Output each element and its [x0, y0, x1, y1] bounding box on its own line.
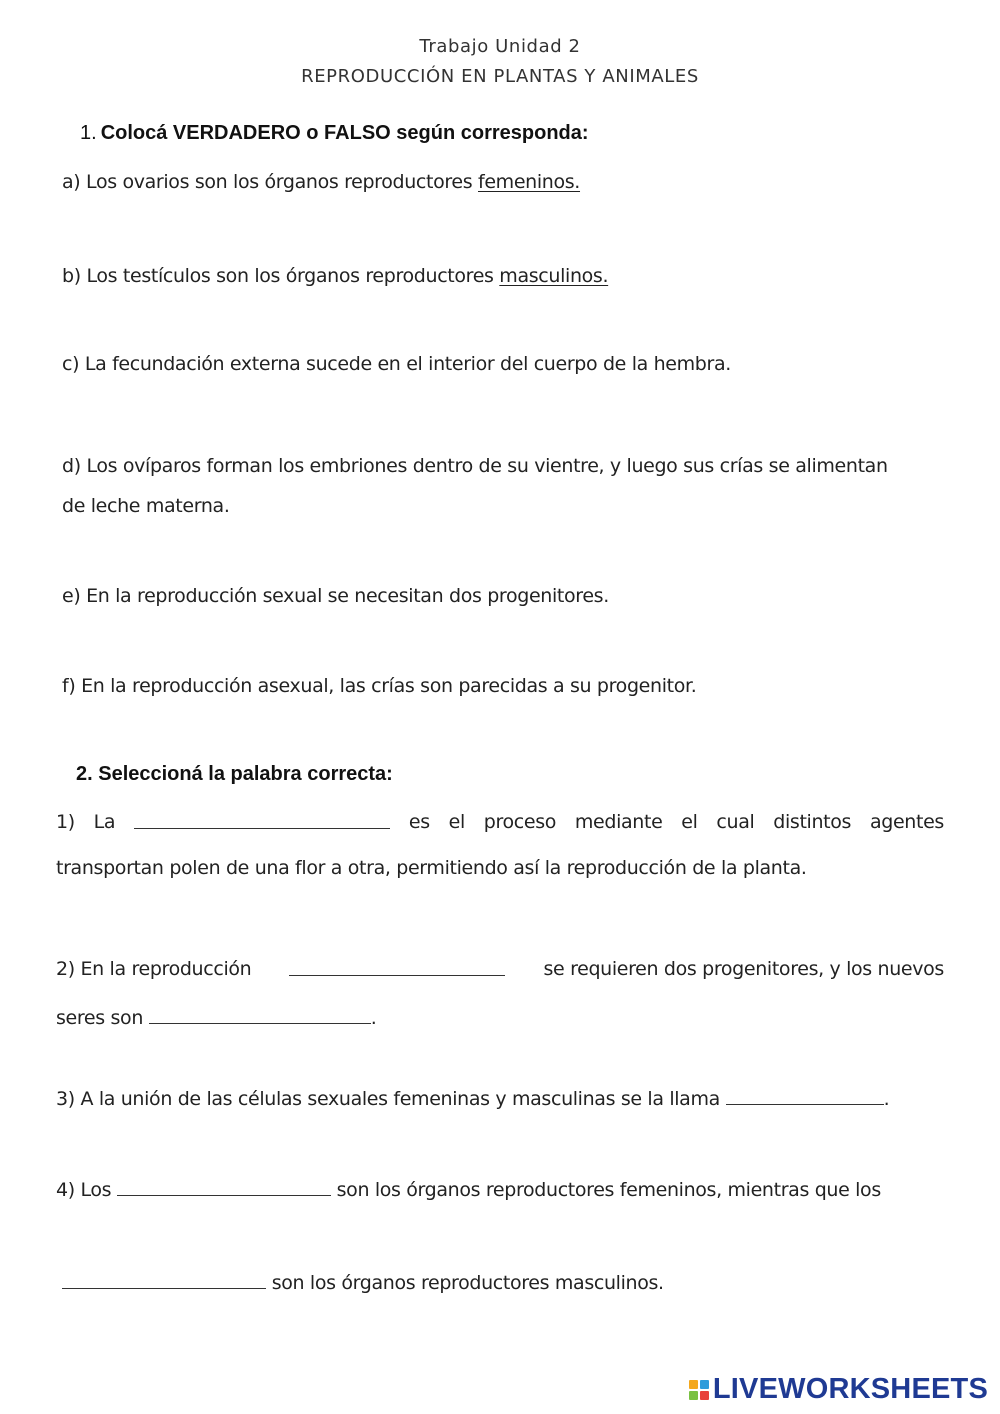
statement-a-underlined: femeninos.: [478, 171, 581, 193]
q1-word: el: [681, 811, 698, 833]
statement-a-text: a) Los ovarios son los órganos reproductores: [62, 171, 478, 193]
q2-line2-text: seres son: [56, 1007, 144, 1029]
logo-square: [689, 1391, 698, 1400]
liveworksheets-logo: [689, 1373, 988, 1406]
question-3: [56, 1087, 889, 1110]
section-2-title: 2. Seleccioná la palabra correcta:: [76, 763, 393, 785]
statement-d-line2: de leche materna.: [62, 495, 230, 517]
logo-square: [700, 1380, 709, 1389]
statement-f: f) En la reproducción asexual, las crías son parecidas a su progenitor.: [62, 675, 697, 697]
q1-word: es: [408, 811, 430, 833]
q4-line2-text: son los órganos reproductores masculinos.: [271, 1272, 664, 1294]
q1-word: distintos: [773, 811, 852, 833]
q4-answer-blank-1[interactable]: [117, 1178, 331, 1196]
question-4-line2: [62, 1271, 664, 1294]
q1-answer-blank[interactable]: [134, 811, 390, 829]
section-1-title: Colocá VERDADERO o FALSO según corresponda:: [100, 122, 589, 144]
q1-word: cual: [716, 811, 755, 833]
q2-text-after: se requieren dos progenitores, y los nuevos: [543, 958, 944, 980]
logo-square: [700, 1391, 709, 1400]
statement-b: [62, 265, 608, 287]
q1-word: agentes: [869, 811, 944, 833]
q2-answer-blank-2[interactable]: [149, 1006, 371, 1024]
q1-word: mediante: [574, 811, 663, 833]
q3-answer-blank[interactable]: [726, 1087, 884, 1105]
q3-text: 3) A la unión de las células sexuales femeninas y masculinas se la llama: [56, 1088, 720, 1110]
liveworksheets-logo-text: LIVEWORKSHEETS: [712, 1373, 988, 1405]
question-1-line1: [56, 811, 944, 833]
q1-word: el: [448, 811, 465, 833]
q3-period: .: [883, 1088, 890, 1110]
q4-text-after: son los órganos reproductores femeninos, mientras que los: [336, 1179, 881, 1201]
logo-square: [689, 1380, 698, 1389]
statement-d-line1: d) Los ovíparos forman los embriones dentro de su vientre, y luego sus crías se alimentan: [62, 455, 888, 477]
statement-b-underlined: masculinos.: [499, 265, 609, 287]
q2-answer-blank-1[interactable]: [289, 958, 505, 976]
question-2-line2: [56, 1006, 376, 1029]
question-2-line1: [56, 958, 944, 980]
q1-word: La: [93, 811, 116, 833]
worksheet-title: Trabajo Unidad 2: [419, 36, 581, 57]
liveworksheets-logo-icon: [689, 1380, 709, 1400]
statement-a: [62, 171, 580, 193]
section-1-number: 1.: [80, 122, 97, 144]
section-1-heading: [80, 122, 589, 145]
q4-answer-blank-2[interactable]: [62, 1271, 266, 1289]
worksheet-subtitle: REPRODUCCIÓN EN PLANTAS Y ANIMALES: [301, 66, 699, 87]
q2-line2-period: .: [370, 1007, 377, 1029]
q4-text-before: 4) Los: [56, 1179, 112, 1201]
q1-word: 1): [56, 811, 75, 833]
statement-b-text: b) Los testículos son los órganos reproductores: [62, 265, 500, 287]
q1-word: proceso: [483, 811, 557, 833]
question-4-line1: [56, 1178, 881, 1201]
q2-text-before: 2) En la reproducción: [56, 958, 252, 980]
question-1-line2: transportan polen de una flor a otra, permitiendo así la reproducción de la planta.: [56, 857, 807, 879]
statement-c: c) La fecundación externa sucede en el interior del cuerpo de la hembra.: [62, 353, 731, 375]
statement-e: e) En la reproducción sexual se necesitan dos progenitores.: [62, 585, 609, 607]
